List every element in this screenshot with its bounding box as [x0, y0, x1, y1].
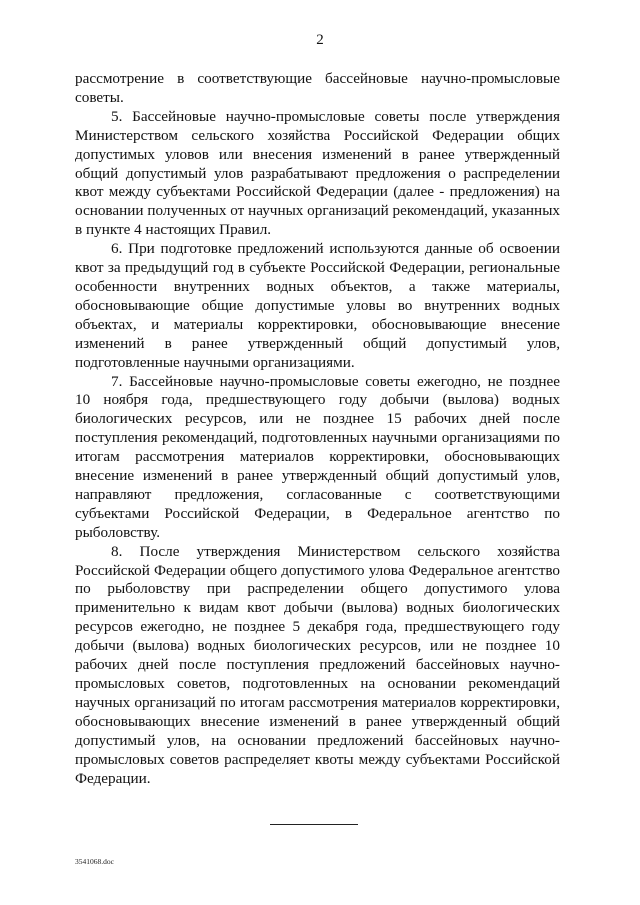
file-reference: 3541068.doc — [75, 857, 114, 866]
paragraph-item-7: 7. Бассейновые научно-промысловые советы ежегодно, не позднее 10 ноября года, предшествующего году добычи (вылова) водных биологических ресурсов, или не позднее 15 рабочих дней после поступления рекомендаций, подготовленных научными организациями по итогам рассмотрения материалов корректировки, обосновывающих внесение изменений в ранее утвержденный общий допустимый улов, направляют предложения, согласованные с соответствующими субъектами Российской Федерации, в Федеральное агентство по рыболовству. — [75, 372, 560, 541]
closing-divider — [270, 824, 358, 825]
paragraph-item-5: 5. Бассейновые научно-промысловые советы после утверждения Министерством сельского хозяйства Российской Федерации общих допустимых уловов или внесения изменений в ранее утвержденный общий допустимый улов разрабатывают предложения о распределении квот между субъектами Российской Федерации (далее - предложения) на основании полученных от научных организаций рекомендаций, указанных в пункте 4 настоящих Правил. — [75, 107, 560, 239]
document-body — [75, 70, 560, 788]
paragraph-item-6: 6. При подготовке предложений используются данные об освоении квот за предыдущий год в субъекте Российской Федерации, региональные особенности внутренних водных объектов, а также материалы, обосновывающие общие допустимые уловы во внутренних водных объектах, и материалы корректировки, обосновывающие внесение изменений в ранее утвержденный общий допустимый улов, подготовленные научными организациями. — [75, 240, 560, 371]
paragraph-continuation: рассмотрение в соответствующие бассейновые научно-промысловые советы. — [75, 70, 560, 106]
paragraph-item-8: 8. После утверждения Министерством сельского хозяйства Российской Федерации общего допустимого улова Федеральное агентство по рыболовству при распределении общего допустимого улова применительно к видам квот добычи (вылова) водных биологических ресурсов ежегодно, не позднее 5 декабря года, предшествующего году добычи (вылова) водных биологических ресурсов, или не позднее 10 рабочих дней после поступления предложений бассейновых научно-промысловых советов, подготовленных на основании рекомендаций научных организаций по итогам рассмотрения материалов корректировки, обосновывающих внесение изменений в ранее утвержденный общий допустимый улов, на основании предложений бассейновых научно-промысловых советов распределяет квоты между субъектами Российской Федерации. — [75, 542, 560, 787]
page-number: 2 — [316, 32, 324, 48]
